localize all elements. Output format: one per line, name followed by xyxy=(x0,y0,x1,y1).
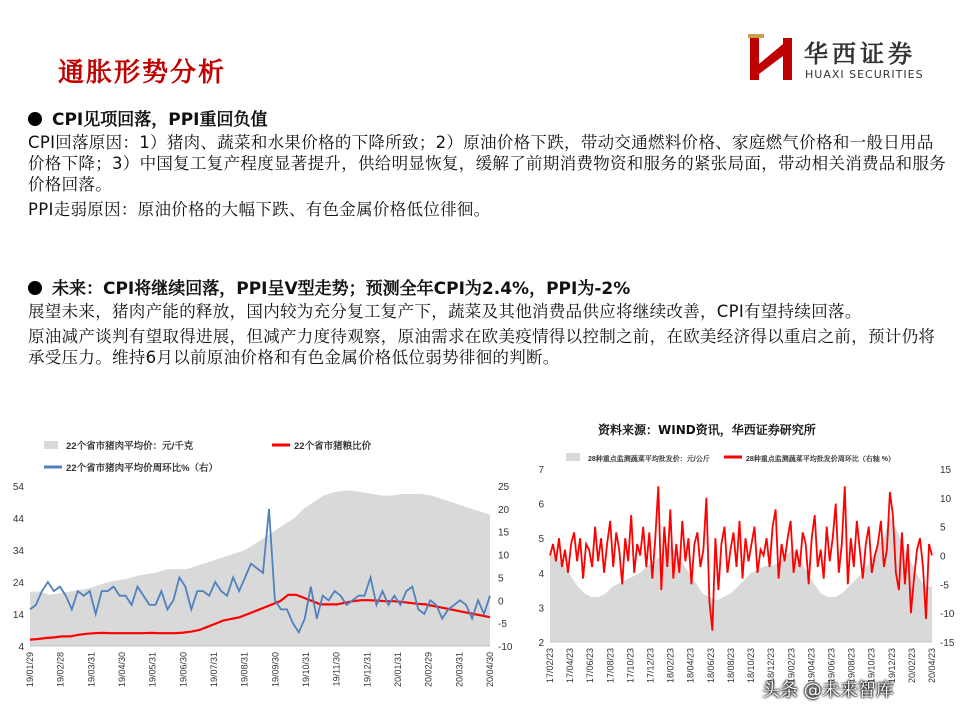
x-tick-label: 17/06/23 xyxy=(585,648,596,684)
x-tick-label: 19/08/31 xyxy=(239,652,250,688)
section-heading: 未来：CPI将继续回落，PPI呈V型走势；预测全年CPI为2.4%，PPI为-2% xyxy=(28,277,948,301)
legend-swatch xyxy=(44,441,58,449)
legend-label: 22个省市猪粮比价 xyxy=(294,441,372,452)
vegetable-price-chart xyxy=(522,440,960,720)
y-left-tick-label: 7 xyxy=(538,465,544,476)
x-tick-label: 19/12/31 xyxy=(362,652,373,688)
y-left-tick-label: 24 xyxy=(12,578,24,589)
legend-swatch xyxy=(566,453,580,461)
x-tick-label: 18/08/23 xyxy=(725,648,736,684)
y-right-tick-label: 20 xyxy=(498,504,510,516)
y-left-tick-label: 3 xyxy=(538,603,544,615)
x-tick-label: 17/12/23 xyxy=(645,648,656,684)
company-logo xyxy=(748,32,938,88)
x-tick-label: 19/06/23 xyxy=(826,648,837,684)
y-right-tick-label: 5 xyxy=(498,573,504,585)
x-tick-label: 20/04/30 xyxy=(485,652,495,688)
x-tick-label: 19/02/23 xyxy=(786,648,797,684)
x-tick-label: 20/03/31 xyxy=(454,652,465,688)
x-tick-label: 18/10/23 xyxy=(746,648,757,684)
data-source: 资料来源：WIND资讯，华西证券研究所 xyxy=(598,423,816,437)
legend-label: 22个省市猪肉平均价周环比%（右） xyxy=(66,463,219,474)
y-right-tick-label: 0 xyxy=(498,596,504,608)
legend-label: 28种重点监测蔬菜平均批发价：元/公斤 xyxy=(588,456,710,463)
y-left-tick-label: 5 xyxy=(538,534,544,546)
legend-label: 22个省市猪肉平均价：元/千克 xyxy=(66,441,194,452)
x-tick-label: 19/05/31 xyxy=(147,652,158,688)
y-right-tick-label: 5 xyxy=(940,522,946,534)
x-tick-label: 19/10/23 xyxy=(866,648,877,684)
x-tick-label: 20/02/23 xyxy=(906,648,917,684)
x-tick-label: 20/02/29 xyxy=(423,652,434,688)
y-right-tick-label: 10 xyxy=(498,550,510,562)
y-left-tick-label: 44 xyxy=(12,514,24,525)
section-cpi-ppi xyxy=(28,108,948,220)
y-left-tick-label: 4 xyxy=(18,642,24,653)
x-tick-label: 17/02/23 xyxy=(545,648,555,684)
x-tick-label: 19/02/28 xyxy=(55,652,66,688)
x-tick-label: 19/03/31 xyxy=(86,652,97,688)
x-tick-label: 17/10/23 xyxy=(625,648,636,684)
bullet-icon xyxy=(28,281,42,295)
y-right-tick-label: 15 xyxy=(940,465,952,476)
y-right-tick-label: -5 xyxy=(498,619,507,631)
series-area xyxy=(30,491,490,646)
x-tick-label: 19/04/23 xyxy=(806,648,817,684)
y-right-tick-label: -10 xyxy=(498,642,513,653)
x-tick-label: 19/12/23 xyxy=(886,648,897,684)
section-heading: CPI见项回落，PPI重回负值 xyxy=(28,108,948,132)
x-tick-label: 20/04/23 xyxy=(927,648,937,684)
x-tick-label: 18/04/23 xyxy=(685,648,696,684)
huaxi-logo-icon xyxy=(748,34,794,84)
paragraph: CPI回落原因：1）猪肉、蔬菜和水果价格的下降所致；2）原油价格下跌，带动交通燃料价格、家庭燃气价格和一般日用品价格下降；3）中国复工复产程度显著提升，供给明显恢复，缓解了前期消费物资和服务的紧张局面，带动相关消费品和服务价格回落。 xyxy=(28,133,946,194)
paragraph: 展望未来，猪肉产能的释放，国内较为充分复工复产下，蔬菜及其他消费品供应将继续改善，CPI有望持续回落。 xyxy=(28,302,862,321)
y-right-tick-label: -15 xyxy=(940,638,955,649)
pork-price-chart xyxy=(0,432,522,720)
y-left-tick-label: 34 xyxy=(12,546,24,557)
y-left-tick-label: 6 xyxy=(538,499,544,511)
x-tick-label: 19/01/29 xyxy=(25,652,35,688)
x-tick-label: 19/11/30 xyxy=(331,652,342,687)
y-left-tick-label: 2 xyxy=(538,638,544,649)
y-right-tick-label: 0 xyxy=(940,551,946,563)
x-tick-label: 17/04/23 xyxy=(565,648,576,684)
x-tick-label: 19/06/30 xyxy=(178,652,189,688)
watermark: 头条 @未来智库 xyxy=(762,680,894,701)
page-title: 通胀形势分析 xyxy=(58,58,227,88)
y-right-tick-label: -10 xyxy=(940,609,955,621)
y-right-tick-label: 10 xyxy=(940,493,952,505)
x-tick-label: 19/09/30 xyxy=(270,652,281,688)
x-tick-label: 19/07/31 xyxy=(209,652,219,688)
x-tick-label: 19/10/31 xyxy=(301,652,311,688)
paragraph: PPI走弱原因：原油价格的大幅下跌、有色金属价格低位徘徊。 xyxy=(28,200,491,219)
y-left-tick-label: 54 xyxy=(12,482,24,493)
section-outlook xyxy=(28,277,948,368)
y-right-tick-label: 15 xyxy=(498,527,510,539)
logo-text-cn: 华西证券 xyxy=(804,40,916,68)
x-tick-label: 19/08/23 xyxy=(846,648,857,684)
x-tick-label: 18/06/23 xyxy=(705,648,716,684)
x-tick-label: 17/08/23 xyxy=(605,648,616,684)
x-tick-label: 18/02/23 xyxy=(665,648,676,684)
y-left-tick-label: 14 xyxy=(12,610,24,621)
y-right-tick-label: -5 xyxy=(940,580,949,592)
y-right-tick-label: 25 xyxy=(498,482,510,493)
paragraph: 原油减产谈判有望取得进展，但减产力度待观察，原油需求在欧美疫情得以控制之前，在欧美经济得以重启之前，预计仍将承受压力。维持6月以前原油价格和有色金属价格低位弱势徘徊的判断。 xyxy=(28,327,936,367)
bullet-icon xyxy=(28,112,42,126)
y-left-tick-label: 4 xyxy=(538,568,544,580)
x-tick-label: 20/01/31 xyxy=(393,652,403,688)
logo-text-en: HUAXI SECURITIES xyxy=(805,68,924,81)
x-tick-label: 18/12/23 xyxy=(766,648,777,684)
legend-label: 28种重点监测蔬菜平均批发价周环比（右轴 %） xyxy=(746,456,895,463)
x-tick-label: 19/04/30 xyxy=(117,652,127,688)
